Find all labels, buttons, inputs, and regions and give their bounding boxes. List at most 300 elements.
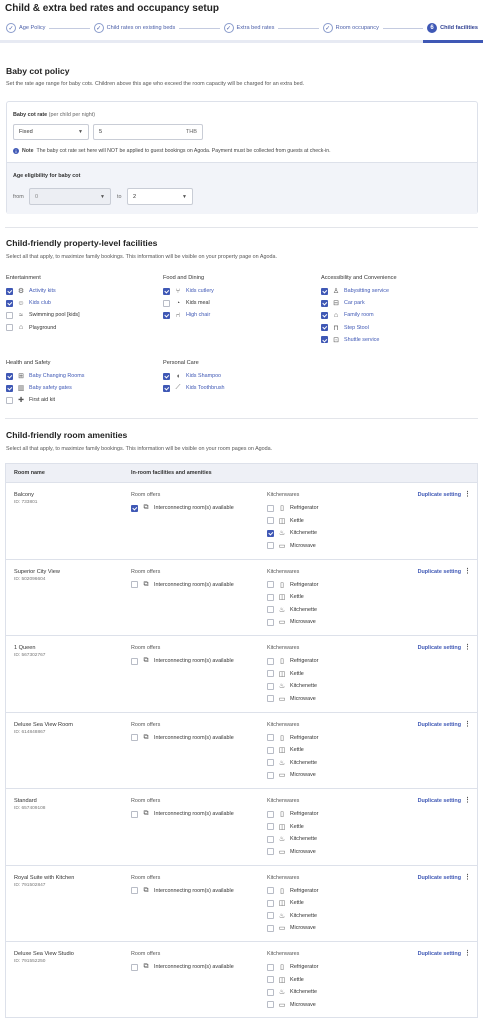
room-offers-label: Room offers [131, 951, 161, 957]
kitchen-label: Microwave [290, 925, 316, 931]
stepper-progress-bar [0, 40, 483, 43]
microwave-icon: ▭ [278, 848, 286, 856]
facility-item[interactable] [163, 311, 210, 319]
age-from-value: 0 [35, 193, 39, 200]
more-options-icon[interactable]: ⋮ [464, 644, 471, 651]
kettle-icon: ◫ [278, 747, 286, 754]
checkbox[interactable] [267, 695, 274, 702]
facility-label: Family room [344, 312, 374, 319]
step-age-policy[interactable] [6, 23, 45, 33]
kitchenette-icon: ♨ [278, 836, 286, 843]
table-row [6, 942, 477, 1019]
changing-room-icon: ⊞ [18, 373, 24, 380]
baby-cot-subtitle: Set the rate age range for baby cots. Children above this age who exceed the room capacity will be charged for an extra bed. [6, 81, 305, 87]
duplicate-setting-button[interactable]: Duplicate setting [417, 568, 461, 575]
kitchen-label: Microwave [290, 542, 316, 549]
checkbox[interactable] [267, 1001, 274, 1008]
checkbox[interactable] [267, 619, 274, 626]
checkbox[interactable] [267, 759, 274, 766]
step-child-rates[interactable] [94, 23, 176, 33]
room-name: Deluxe Sea View Room [14, 721, 73, 728]
step-label: Age Policy [19, 25, 46, 31]
room-name: 1 Queen [14, 645, 36, 651]
step-label: Room occupancy [335, 25, 379, 31]
kitchen-label: Microwave [290, 1001, 316, 1008]
room-amenities-table [5, 463, 478, 1018]
more-options-icon[interactable]: ⋮ [464, 567, 471, 575]
interconnect-icon: ⧉ [143, 733, 149, 741]
checkbox[interactable] [163, 385, 170, 392]
duplicate-setting-button[interactable]: Duplicate setting [417, 721, 461, 728]
checkbox[interactable] [267, 976, 274, 983]
category-title: Health and Safety [6, 360, 51, 366]
kitchen-option[interactable] [267, 581, 318, 589]
step-connector [179, 28, 219, 29]
kettle-icon: ◫ [278, 976, 286, 984]
facility-item[interactable] [321, 311, 374, 319]
room-amenities-title: Child-friendly room amenities [6, 430, 128, 440]
baby-cot-rate-label: Baby cot rate (per child per night) [13, 112, 96, 118]
facility-label: High chair [186, 312, 211, 319]
note-label: Note [22, 148, 34, 154]
checkbox[interactable] [267, 505, 274, 512]
property-facilities-title: Child-friendly property-level facilities [6, 238, 158, 248]
car-icon: ⊟ [333, 300, 339, 308]
facility-label: Baby Changing Rooms [29, 373, 85, 379]
microwave-icon: ▭ [278, 772, 286, 779]
interconnect-icon: ⧉ [143, 886, 149, 894]
table-row [6, 560, 477, 637]
category-title: Accessibility and Convenience [321, 275, 397, 281]
checkbox[interactable] [131, 505, 138, 512]
toothbrush-icon: ⟋ [175, 384, 181, 392]
kitchen-option[interactable] [267, 835, 317, 843]
more-options-icon[interactable]: ⋮ [464, 491, 471, 498]
microwave-icon: ▭ [278, 1001, 286, 1009]
facility-label: Kids cutlery [186, 288, 214, 294]
facility-label: Step Stool [344, 324, 369, 331]
family-room-icon: ⌂ [333, 311, 339, 319]
room-offers-label: Room offers [131, 568, 161, 575]
facility-item[interactable] [6, 287, 56, 295]
interconnecting-label: Interconnecting room(s) available [154, 581, 234, 588]
interconnecting-label: Interconnecting room(s) available [154, 658, 234, 664]
checkbox[interactable] [267, 848, 274, 855]
step-child-facilities[interactable] [427, 23, 478, 33]
checkbox[interactable] [267, 542, 274, 549]
kitchenwares-label: Kitchenwares [267, 568, 300, 575]
interconnecting-label: Interconnecting room(s) available [154, 505, 234, 511]
room-name: Superior City View [14, 568, 60, 575]
section-divider [5, 418, 478, 419]
kitchen-label: Kitchenette [290, 836, 317, 842]
facility-item[interactable] [163, 384, 225, 392]
room-id: ID: 502096604 [14, 576, 46, 582]
facility-label: Playground [29, 324, 57, 331]
checkbox[interactable] [131, 964, 138, 971]
facility-label: Kids Toothbrush [186, 385, 225, 392]
kitchen-label: Kitchenette [290, 912, 317, 919]
kitchen-label: Kitchenette [290, 530, 317, 536]
interconnecting-option[interactable] [131, 887, 234, 895]
more-options-icon[interactable]: ⋮ [464, 950, 471, 957]
progress-stepper [6, 21, 478, 35]
first-aid-icon: ✚ [18, 397, 24, 405]
duplicate-setting-button[interactable]: Duplicate setting [417, 951, 461, 957]
meal-icon: ◔ [175, 299, 181, 307]
baby-cot-card [6, 101, 478, 214]
kitchen-option[interactable] [267, 899, 304, 907]
kitchen-option[interactable] [267, 887, 318, 895]
refrigerator-icon: ▯ [280, 505, 284, 512]
kettle-icon: ◫ [278, 900, 286, 907]
kitchenwares-label: Kitchenwares [267, 645, 300, 651]
checkbox[interactable] [267, 581, 274, 588]
interconnecting-option[interactable] [131, 810, 234, 818]
kitchenette-icon: ♨ [278, 606, 286, 614]
kitchen-option[interactable] [267, 618, 316, 626]
kitchenette-icon: ♨ [278, 530, 286, 537]
kitchenette-icon: ♨ [278, 989, 286, 996]
checkbox[interactable] [163, 312, 170, 319]
refrigerator-icon: ▯ [280, 811, 284, 818]
pool-icon: ≈ [19, 311, 23, 319]
checkbox[interactable] [267, 747, 274, 754]
kitchen-option[interactable] [267, 542, 316, 550]
checkbox[interactable] [163, 373, 170, 380]
checkbox[interactable] [267, 964, 274, 971]
kettle-icon: ◫ [278, 517, 286, 525]
room-id: ID: 614848867 [14, 729, 46, 735]
kitchen-option[interactable] [267, 810, 318, 818]
room-amenities-subtitle: Select all that apply, to maximize family bookings. This information will be visible on your room pages on Agoda. [6, 446, 273, 452]
facility-label: First aid kit [29, 397, 56, 404]
facility-item[interactable] [321, 287, 389, 295]
kitchenwares-label: Kitchenwares [267, 798, 300, 804]
facility-label: Baby safety gates [29, 385, 72, 392]
kitchen-option[interactable] [267, 529, 317, 537]
checkbox[interactable] [321, 324, 328, 331]
checkbox[interactable] [267, 772, 274, 779]
checkbox[interactable] [321, 336, 328, 343]
checkbox[interactable] [163, 288, 170, 295]
kitchen-option[interactable] [267, 759, 317, 767]
checkbox[interactable] [267, 811, 274, 818]
facility-label: Shuttle service [344, 336, 380, 343]
kitchen-option[interactable] [267, 771, 316, 779]
col-room-name: Room name [14, 470, 45, 476]
puzzle-icon: ⚙ [17, 288, 25, 295]
facility-item[interactable] [6, 311, 80, 319]
more-options-icon[interactable]: ⋮ [464, 797, 471, 804]
kitchen-label: Kettle [290, 976, 304, 983]
refrigerator-icon: ▯ [280, 887, 284, 895]
checkbox[interactable] [163, 300, 170, 307]
step-room-occupancy[interactable] [323, 23, 379, 33]
duplicate-setting-button[interactable]: Duplicate setting [417, 645, 461, 651]
check-icon: ✓ [6, 23, 16, 33]
checkbox[interactable] [6, 300, 13, 307]
age-to-value: 2 [133, 193, 137, 200]
checkbox[interactable] [267, 823, 274, 830]
kitchen-option[interactable] [267, 670, 304, 678]
step-connector [49, 28, 89, 29]
kitchen-option[interactable] [267, 912, 317, 920]
more-options-icon[interactable]: ⋮ [464, 720, 471, 728]
interconnecting-option[interactable] [131, 734, 234, 742]
interconnect-icon: ⧉ [143, 810, 149, 817]
more-options-icon[interactable]: ⋮ [464, 873, 471, 881]
table-row [6, 636, 477, 713]
checkbox[interactable] [6, 324, 13, 331]
kids-club-icon: ☺ [17, 299, 25, 307]
refrigerator-icon: ▯ [280, 734, 284, 742]
table-row [6, 866, 477, 943]
kitchen-option[interactable] [267, 963, 318, 971]
checkbox[interactable] [267, 836, 274, 843]
kitchen-label: Kettle [290, 594, 304, 600]
kitchen-label: Refrigerator [290, 964, 319, 970]
checkbox[interactable] [131, 887, 138, 894]
high-chair-icon: ⑁ [175, 311, 181, 319]
facility-item[interactable] [321, 299, 365, 307]
category-title: Personal Care [163, 360, 199, 366]
age-from-select [29, 188, 111, 205]
kettle-icon: ◫ [278, 823, 286, 831]
refrigerator-icon: ▯ [280, 658, 284, 665]
interconnecting-option[interactable] [131, 581, 234, 589]
table-row [6, 713, 477, 790]
kitchen-label: Refrigerator [290, 658, 319, 664]
microwave-icon: ▭ [278, 619, 286, 626]
kitchen-option[interactable] [267, 746, 304, 754]
checkbox[interactable] [131, 811, 138, 818]
chevron-down-icon: ▼ [78, 129, 83, 135]
age-eligibility-label: Age eligibility for baby cot [13, 173, 81, 179]
kitchen-label: Microwave [290, 695, 316, 702]
facility-item[interactable] [321, 336, 379, 344]
checkbox[interactable] [267, 517, 274, 524]
kitchen-option[interactable] [267, 593, 304, 601]
room-id: ID: 791552250 [14, 959, 46, 964]
kitchen-label: Kitchenette [290, 683, 317, 689]
baby-cot-title: Baby cot policy [6, 66, 70, 76]
facility-label: Swimming pool [kids] [29, 312, 80, 319]
kitchen-label: Kitchenette [290, 606, 317, 613]
kitchenwares-label: Kitchenwares [267, 492, 300, 498]
stepper-progress-fill [423, 40, 483, 43]
gate-icon: ▥ [17, 385, 25, 393]
checkbox[interactable] [6, 288, 13, 295]
kitchen-option[interactable] [267, 976, 304, 984]
kitchen-label: Refrigerator [290, 887, 319, 894]
section-divider [5, 227, 478, 228]
interconnect-icon: ⧉ [143, 580, 149, 588]
interconnecting-option[interactable] [131, 657, 234, 665]
kitchen-label: Refrigerator [290, 734, 319, 741]
age-eligibility-panel [7, 162, 477, 214]
kitchenwares-label: Kitchenwares [267, 721, 300, 728]
checkbox[interactable] [267, 887, 274, 894]
room-name: Balcony [14, 492, 34, 498]
playground-icon: ⌂ [18, 324, 24, 332]
checkbox[interactable] [267, 658, 274, 665]
facility-item[interactable] [6, 324, 56, 332]
step-label: Child facilities [440, 25, 478, 31]
kitchen-label: Kettle [290, 670, 304, 677]
interconnecting-option[interactable] [131, 504, 234, 512]
kitchenette-icon: ♨ [278, 759, 286, 767]
room-offers-label: Room offers [131, 721, 161, 728]
kitchenette-icon: ♨ [278, 912, 286, 920]
kitchen-option[interactable] [267, 823, 304, 831]
kitchen-option[interactable] [267, 657, 318, 665]
room-name: Royal Suite with Kitchen [14, 874, 75, 881]
interconnecting-label: Interconnecting room(s) available [154, 811, 234, 817]
checkbox[interactable] [267, 530, 274, 537]
checkbox[interactable] [267, 594, 274, 601]
checkbox[interactable] [6, 373, 13, 380]
refrigerator-icon: ▯ [280, 581, 284, 589]
duplicate-setting-button[interactable]: Duplicate setting [417, 492, 461, 498]
col-facilities: In-room facilities and amenities [131, 470, 212, 476]
kitchen-label: Refrigerator [290, 811, 319, 817]
kitchen-option[interactable] [267, 1001, 316, 1009]
room-offers-label: Room offers [131, 492, 161, 498]
kitchen-option[interactable] [267, 504, 318, 512]
from-label: from [13, 194, 24, 200]
kitchen-label: Microwave [290, 772, 316, 778]
facility-label: Activity kits [29, 288, 56, 294]
room-offers-label: Room offers [131, 798, 161, 804]
checkbox[interactable] [267, 683, 274, 690]
kitchen-label: Microwave [290, 619, 316, 625]
kitchen-option[interactable] [267, 848, 316, 856]
chevron-down-icon: ▼ [100, 193, 105, 200]
interconnecting-option[interactable] [131, 963, 234, 971]
checkbox[interactable] [131, 581, 138, 588]
checkbox[interactable] [267, 925, 274, 932]
step-number: 6 [427, 23, 437, 33]
room-id: ID: 567302767 [14, 653, 46, 658]
kitchenwares-label: Kitchenwares [267, 951, 300, 957]
facility-item[interactable] [6, 396, 55, 404]
checkbox[interactable] [131, 734, 138, 741]
duplicate-setting-button[interactable]: Duplicate setting [417, 874, 461, 881]
checkbox[interactable] [321, 312, 328, 319]
facility-label: Kids club [29, 300, 51, 307]
kitchen-option[interactable] [267, 606, 317, 614]
microwave-icon: ▭ [278, 542, 286, 550]
page-title: Child & extra bed rates and occupancy setup [5, 3, 219, 14]
kitchen-label: Kettle [290, 823, 304, 830]
facility-label: Babysitting service [344, 288, 389, 294]
kettle-icon: ◫ [278, 594, 286, 601]
checkbox[interactable] [267, 912, 274, 919]
checkbox[interactable] [267, 900, 274, 907]
kitchen-option[interactable] [267, 734, 318, 742]
room-name: Deluxe Sea View Studio [14, 951, 74, 957]
facility-item[interactable] [163, 287, 214, 295]
facility-item[interactable] [163, 372, 221, 380]
shuttle-icon: ⊡ [333, 336, 339, 344]
checkbox[interactable] [267, 989, 274, 996]
kitchen-label: Microwave [290, 848, 316, 855]
interconnect-icon: ⧉ [143, 657, 149, 664]
step-connector [383, 28, 423, 29]
babysitting-icon: ♙ [332, 288, 340, 295]
room-id: ID: 733801 [14, 500, 38, 505]
kitchen-label: Kitchenette [290, 759, 317, 766]
refrigerator-icon: ▯ [280, 964, 284, 971]
kitchen-label: Kettle [290, 747, 304, 753]
interconnecting-label: Interconnecting room(s) available [154, 964, 234, 970]
facility-item[interactable] [6, 299, 51, 307]
kitchen-label: Refrigerator [290, 581, 319, 588]
kitchen-option[interactable] [267, 695, 316, 703]
baby-cot-note [13, 148, 331, 154]
room-name: Standard [14, 798, 37, 804]
kitchenwares-label: Kitchenwares [267, 874, 300, 881]
note-text: The baby cot rate set here will NOT be applied to guest bookings on Agoda. Payment must be collected from guests at check-in. [36, 148, 331, 154]
table-row [6, 789, 477, 866]
kitchen-label: Kitchenette [290, 989, 317, 995]
checkbox[interactable] [321, 288, 328, 295]
step-label: Child rates on existing beds [106, 25, 176, 31]
facility-item[interactable] [321, 324, 369, 332]
facility-item[interactable] [6, 372, 84, 380]
rate-type-value: Fixed [19, 129, 33, 135]
checkbox[interactable] [321, 300, 328, 307]
checkbox[interactable] [6, 312, 13, 319]
chevron-down-icon: ▼ [182, 193, 187, 200]
checkbox[interactable] [6, 385, 13, 392]
checkbox[interactable] [131, 658, 138, 665]
kitchen-option[interactable] [267, 924, 316, 932]
kitchen-option[interactable] [267, 682, 317, 690]
facility-item[interactable] [6, 384, 72, 392]
room-id: ID: 657409108 [14, 806, 46, 811]
cutlery-icon: ⑂ [175, 287, 181, 295]
checkbox[interactable] [267, 734, 274, 741]
rate-value-input[interactable] [93, 124, 203, 140]
checkbox[interactable] [267, 670, 274, 677]
step-label: Extra bed rates [236, 25, 275, 31]
facility-item[interactable] [163, 299, 210, 307]
duplicate-setting-button[interactable]: Duplicate setting [417, 798, 461, 804]
step-extra-bed-rates[interactable] [224, 23, 275, 33]
table-row [6, 483, 477, 560]
to-label: to [117, 194, 122, 200]
property-facilities-subtitle: Select all that apply, to maximize family bookings. This information will be visible on your property page on Agoda. [6, 254, 277, 260]
shampoo-icon: ◖ [175, 372, 181, 380]
rate-type-select[interactable] [13, 124, 89, 140]
rate-value: 5 [99, 129, 103, 135]
info-icon: i [13, 148, 19, 154]
room-offers-label: Room offers [131, 874, 161, 881]
interconnect-icon: ⧉ [143, 963, 149, 970]
facility-label: Kids meal [186, 300, 210, 307]
checkbox[interactable] [267, 606, 274, 613]
interconnecting-label: Interconnecting room(s) available [154, 887, 234, 894]
kitchen-option[interactable] [267, 517, 304, 525]
age-to-select[interactable] [127, 188, 193, 205]
interconnecting-label: Interconnecting room(s) available [154, 734, 234, 741]
kitchenette-icon: ♨ [278, 683, 286, 690]
microwave-icon: ▭ [278, 925, 286, 932]
checkbox[interactable] [6, 397, 13, 404]
kitchen-option[interactable] [267, 988, 317, 996]
